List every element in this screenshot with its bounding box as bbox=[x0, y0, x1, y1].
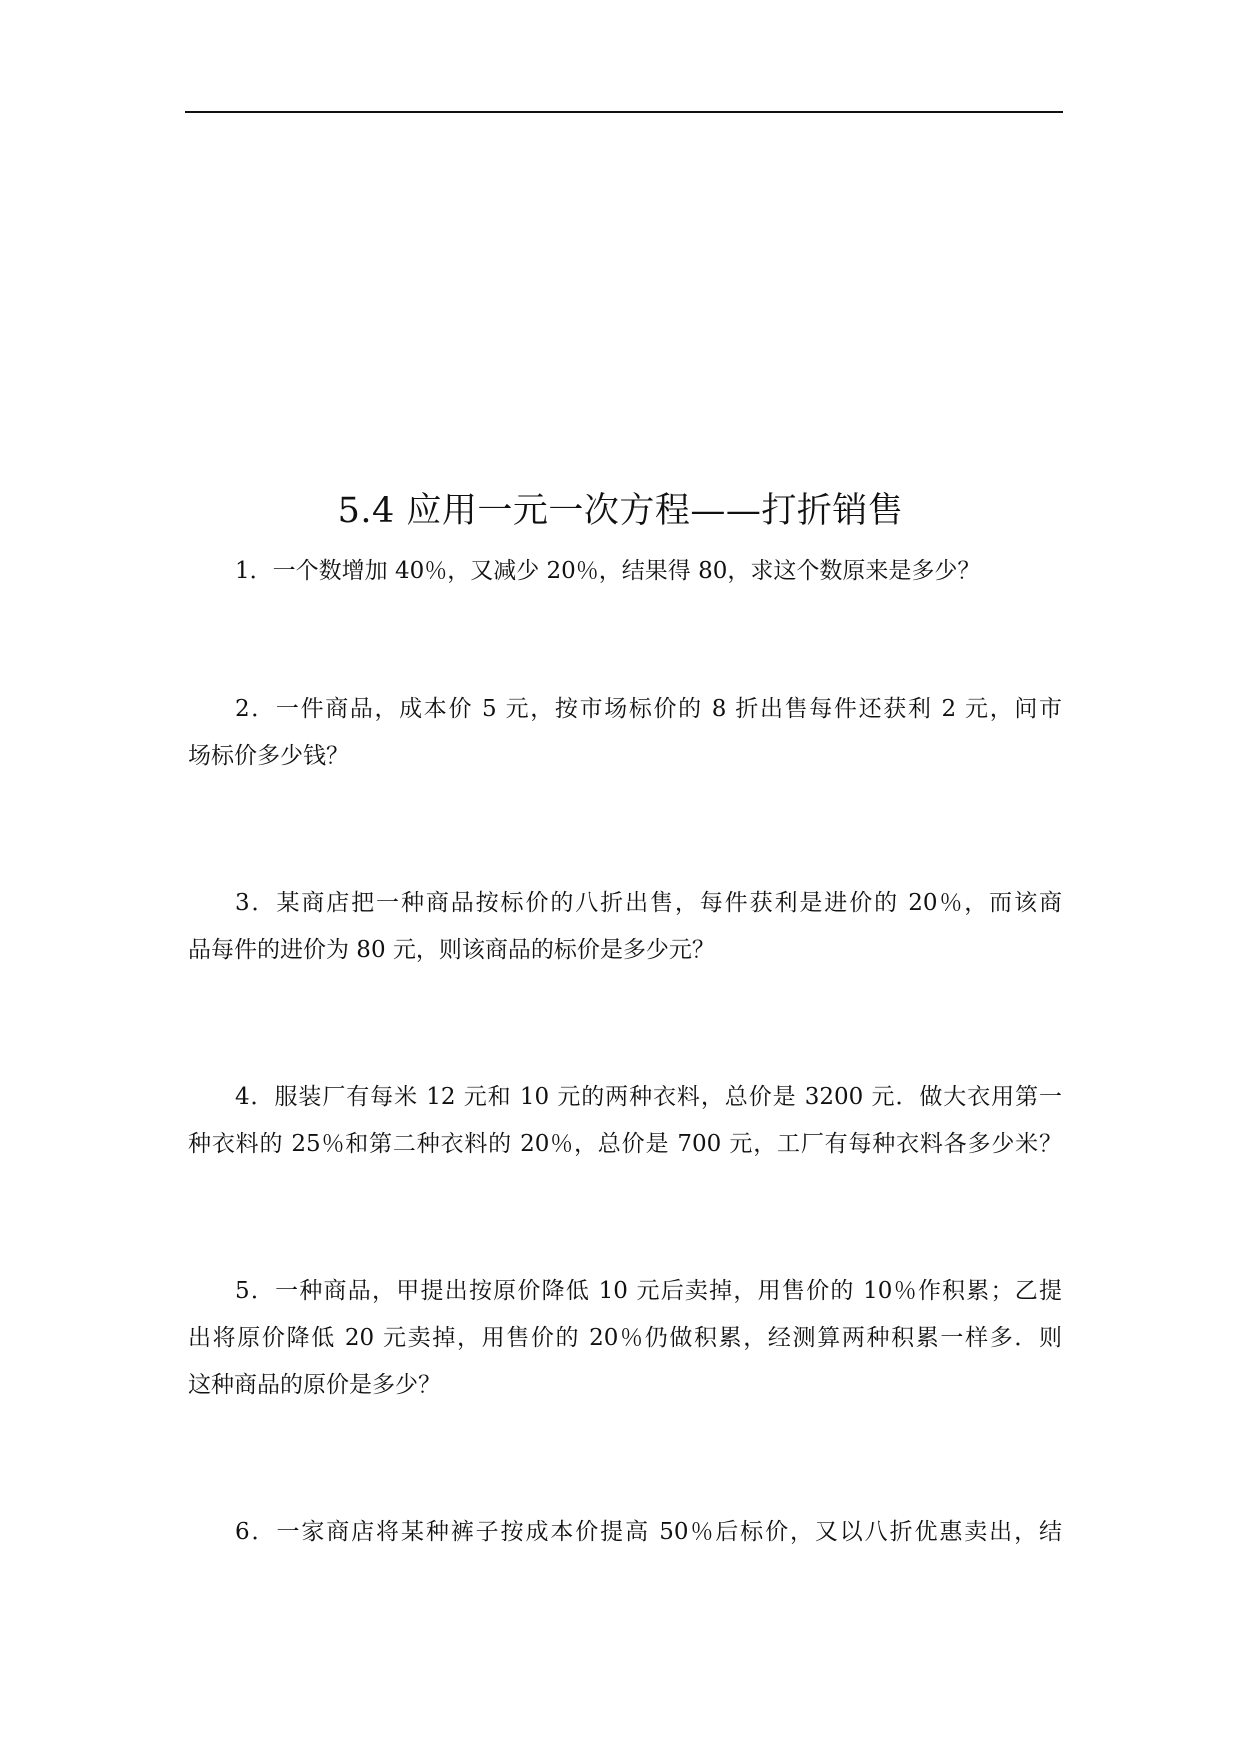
question-2 bbox=[188, 686, 1062, 780]
question-2-line-2: 场标价多少钱？ bbox=[188, 743, 349, 769]
question-5-line-2: 出将原价降低 20 元卖掉，用售价的 20％仍做积累，经测算两种积累一样多．则 bbox=[188, 1325, 1062, 1351]
question-5-line-1: 5．一种商品，甲提出按原价降低 10 元后卖掉，用售价的 10％作积累；乙提 bbox=[235, 1278, 1062, 1304]
page-title: 5.4 应用一元一次方程——打折销售 bbox=[337, 491, 904, 531]
question-5 bbox=[188, 1268, 1062, 1409]
question-5-line-3: 这种商品的原价是多少？ bbox=[188, 1372, 441, 1398]
question-6 bbox=[188, 1509, 1062, 1556]
question-4 bbox=[188, 1074, 1062, 1168]
question-3 bbox=[188, 880, 1062, 974]
question-1-line-1: 1．一个数增加 40％，又减少 20％，结果得 80，求这个数原来是多少？ bbox=[235, 558, 981, 584]
question-6-line-1: 6．一家商店将某种裤子按成本价提高 50％后标价，又以八折优惠卖出，结 bbox=[235, 1519, 1062, 1545]
question-3-line-1: 3．某商店把一种商品按标价的八折出售，每件获利是进价的 20％，而该商 bbox=[235, 890, 1062, 916]
question-1 bbox=[188, 548, 1062, 595]
question-3-line-2: 品每件的进价为 80 元，则该商品的标价是多少元？ bbox=[188, 937, 715, 963]
question-2-line-1: 2．一件商品，成本价 5 元，按市场标价的 8 折出售每件还获利 2 元，问市 bbox=[235, 696, 1062, 722]
question-4-line-2: 种衣料的 25％和第二种衣料的 20％，总价是 700 元，工厂有每种衣料各多少米？ bbox=[188, 1131, 1062, 1157]
header-rule bbox=[185, 111, 1063, 113]
question-4-line-1: 4．服装厂有每米 12 元和 10 元的两种衣料，总价是 3200 元．做大衣用第一 bbox=[235, 1084, 1062, 1110]
